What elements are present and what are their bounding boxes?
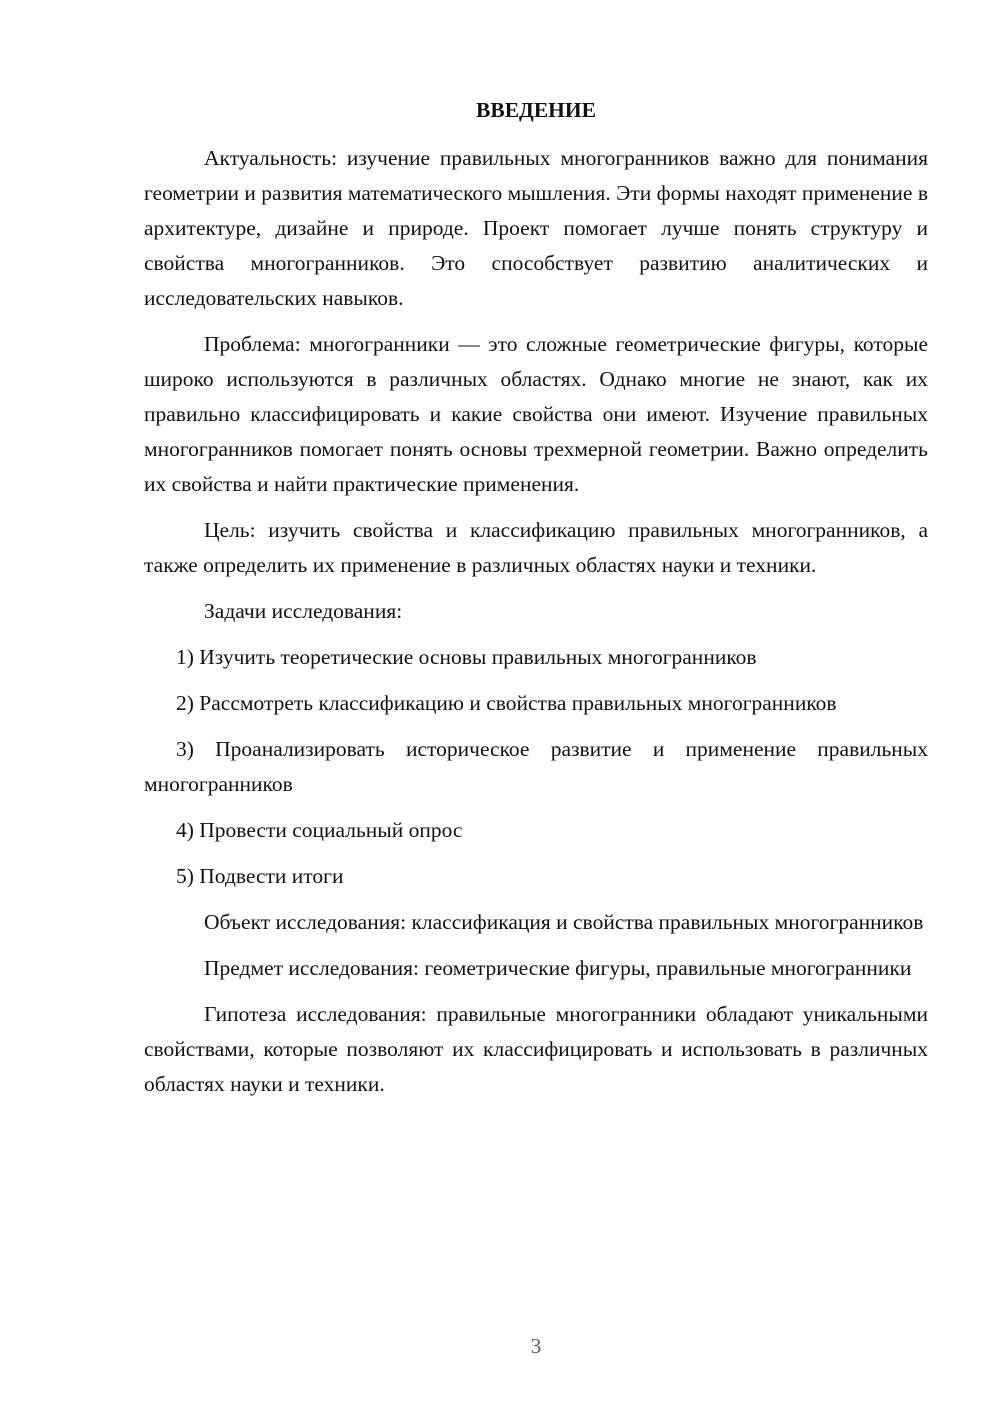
- page-title: ВВЕДЕНИЕ: [476, 98, 596, 122]
- task-item: 3) Проанализировать историческое развитие и применение правильных многогранников: [144, 737, 928, 796]
- subject-paragraph: Предмет исследования: геометрические фигуры, правильные многогранники: [204, 956, 912, 980]
- task-item: 1) Изучить теоретические основы правильных многогранников: [176, 645, 757, 669]
- object-paragraph: Объект исследования: классификация и свойства правильных многогранников: [204, 910, 924, 934]
- document-page: [144, 93, 928, 1113]
- problem-paragraph: Проблема: многогранники — это сложные геометрические фигуры, которые широко используются в различных областях. Однако многие не знают, как их правильно классифицировать и какие свойства они имеют. Изучение правильных многогранников помогает понять основы трехмерной геометрии. Важно определить их свойства и найти практические применения.: [144, 332, 928, 496]
- task-item: 5) Подвести итоги: [176, 864, 344, 888]
- goal-paragraph: Цель: изучить свойства и классификацию правильных многогранников, а также определить их применение в различных областях науки и техники.: [144, 518, 928, 577]
- task-item: 4) Провести социальный опрос: [176, 818, 463, 842]
- task-item: 2) Рассмотреть классификацию и свойства правильных многогранников: [176, 691, 837, 715]
- tasks-title: Задачи исследования:: [204, 599, 403, 623]
- hypothesis-paragraph: Гипотеза исследования: правильные многогранники обладают уникальными свойствами, которые позволяют их классифицировать и использовать в различных областях науки и техники.: [144, 1002, 928, 1096]
- relevance-paragraph: Актуальность: изучение правильных многогранников важно для понимания геометрии и развития математического мышления. Эти формы находят применение в архитектуре, дизайне и природе. Проект помогает лучше понять структуру и свойства многогранников. Это способствует развитию аналитических и исследовательских навыков.: [144, 146, 928, 310]
- page-number: 3: [530, 1334, 542, 1358]
